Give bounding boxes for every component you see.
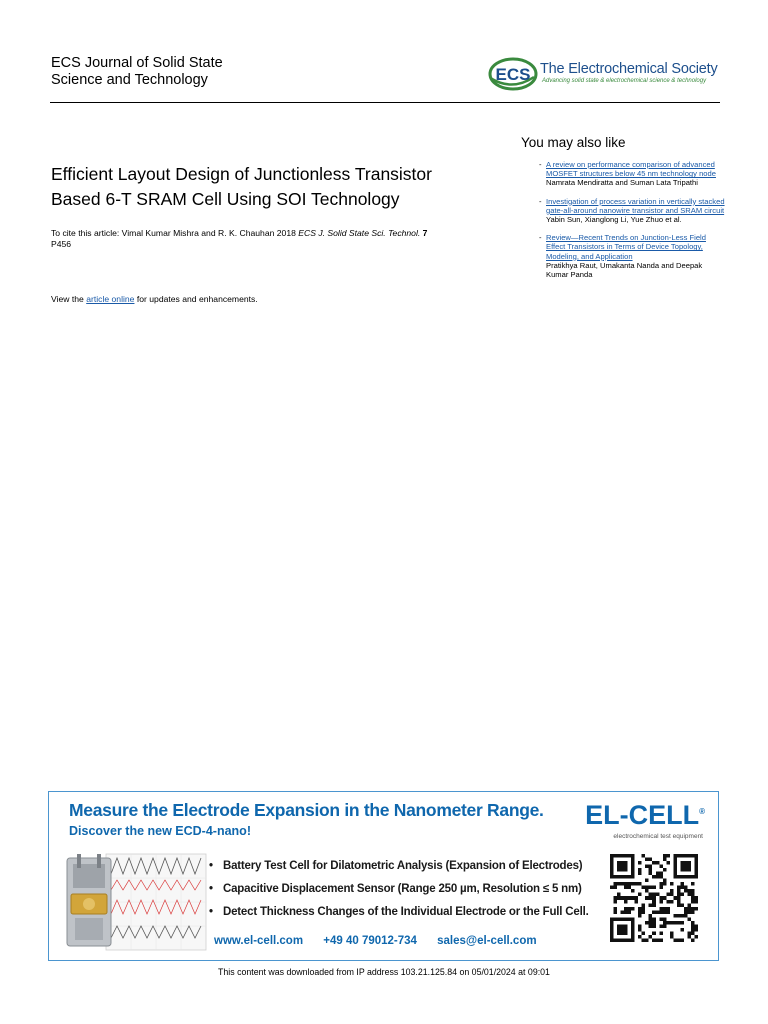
qr-module [638,928,642,932]
qr-module [680,882,684,886]
related-articles-title: You may also like [521,135,626,150]
el-cell-brand-text: EL-CELL [585,800,700,830]
qr-module [687,893,691,897]
qr-module [691,910,695,914]
qr-module [649,886,653,890]
related-item [521,233,726,279]
qr-module [680,886,684,890]
qr-module [663,868,667,872]
qr-module [652,924,656,928]
qr-module [649,865,653,869]
qr-module [659,910,663,914]
qr-module [617,861,628,872]
journal-name-line2: Science and Technology [51,72,208,88]
qr-module [642,907,646,911]
qr-module [694,928,698,932]
qr-module [677,900,681,904]
download-notice: This content was downloaded from IP address 103.21.125.84 on 05/01/2024 at 09:01 [218,967,550,977]
qr-module [691,938,695,942]
qr-module [666,921,670,925]
feature-item [209,906,589,929]
qr-module [652,861,656,865]
qr-module [659,924,663,928]
qr-module [691,896,695,900]
related-item [521,197,726,225]
qr-module [614,900,618,904]
society-name: The Electrochemical Society [540,61,718,77]
qr-module [656,938,660,942]
qr-module [677,914,681,918]
qr-module [652,886,656,890]
qr-module [684,889,688,893]
list-dash: - [539,196,542,206]
el-cell-brand [585,800,705,831]
el-cell-advertisement[interactable] [48,791,719,961]
qr-module [684,910,688,914]
qr-module [691,900,695,904]
qr-module [691,921,695,925]
feature-list [209,860,589,929]
view-suffix: for updates and enhancements. [134,294,258,304]
bullet-icon: • [209,883,213,895]
qr-module [684,907,688,911]
qr-module [687,889,691,893]
qr-module [687,917,691,921]
qr-module [677,921,681,925]
qr-module [677,889,681,893]
qr-module [656,875,660,879]
qr-module [624,886,628,890]
qr-module [694,900,698,904]
qr-module [691,931,695,935]
qr-module [659,875,663,879]
qr-module [666,854,670,858]
qr-module [649,896,653,900]
article-title-line1: Efficient Layout Design of Junctionless Transistor [51,164,432,184]
qr-module [677,893,681,897]
qr-module [638,861,642,865]
qr-module [624,907,628,911]
qr-module [666,861,670,865]
qr-module [680,893,684,897]
ad-headline: Measure the Electrode Expansion in the Nanometer Range. [69,800,544,820]
qr-module [684,914,688,918]
qr-module [680,921,684,925]
related-item-authors: Pratikhya Raut, Umakanta Nanda and Deepak Kumar Panda [546,260,703,280]
qr-module [649,872,653,876]
qr-module [645,889,649,893]
qr-module [631,907,635,911]
qr-module [659,900,663,904]
qr-module [642,854,646,858]
qr-module [684,886,688,890]
el-cell-tagline: electrochemical test equipment [613,833,703,840]
qr-module [645,858,649,862]
qr-module [652,921,656,925]
qr-module [624,900,628,904]
qr-module [694,935,698,939]
qr-module [659,907,663,911]
qr-module [617,893,621,897]
registered-mark: ® [699,807,705,816]
qr-module [680,861,691,872]
related-item-link[interactable]: Investigation of process variation in vertically stacked gate-all-around nanowire transistor and SRAM circuit [546,196,725,215]
qr-module [659,938,663,942]
qr-module [673,914,677,918]
qr-module [659,931,663,935]
qr-module [663,854,667,858]
qr-module [677,903,681,907]
qr-module [687,935,691,939]
qr-module [652,917,656,921]
qr-module [638,872,642,876]
qr-module [631,896,635,900]
qr-module [642,886,646,890]
related-item-authors: Yabin Sun, Xianglong Li, Yue Zhuo et al. [546,215,682,225]
qr-module [649,935,653,939]
qr-module [617,896,621,900]
email-link[interactable]: sales@el-cell.com [437,935,537,947]
qr-module [677,896,681,900]
qr-module [694,907,698,911]
qr-module [614,896,618,900]
feature-item [209,860,589,883]
related-item [521,160,726,188]
article-online-link[interactable]: article online [86,294,135,304]
qr-module [638,907,642,911]
qr-module [649,858,653,862]
qr-module [680,938,684,942]
qr-module [663,910,667,914]
qr-module [656,872,660,876]
qr-module [631,882,635,886]
qr-module [656,893,660,897]
qr-module [687,910,691,914]
qr-module [638,893,642,897]
el-cell-logo [584,800,709,840]
qr-module [659,886,663,890]
qr-module [638,935,642,939]
qr-module [677,886,681,890]
qr-module [673,921,677,925]
qr-module [617,924,628,935]
feature-text: Detect Thickness Changes of the Individual Electrode or the Full Cell. [223,906,589,918]
qr-module [652,900,656,904]
qr-module [659,882,663,886]
qr-module [645,921,649,925]
qr-module [656,910,660,914]
qr-module [645,938,649,942]
qr-module [652,896,656,900]
qr-module [614,910,618,914]
qr-module [645,879,649,883]
qr-module [659,872,663,876]
qr-module [652,903,656,907]
qr-module [642,910,646,914]
qr-module [635,882,639,886]
qr-module [670,931,674,935]
qr-module [670,921,674,925]
qr-module [659,917,663,921]
qr-module [610,886,614,890]
qr-module [638,910,642,914]
citation-pages: P456 [51,239,72,249]
qr-module [652,893,656,897]
related-item-link[interactable]: A review on performance comparison of advanced MOSFET structures below 45 nm technology node [546,160,716,179]
qr-module [645,886,649,890]
qr-module [649,893,653,897]
qr-module [677,938,681,942]
society-tagline: Advancing solid state & electrochemical science & technology [542,78,707,84]
qr-module [659,865,663,869]
ecs-logo-mark [488,57,538,91]
qr-module [659,896,663,900]
qr-module [691,924,695,928]
qr-module [638,868,642,872]
qr-module [642,903,646,907]
bullet-icon: • [209,906,213,918]
qr-module [670,900,674,904]
qr-module [652,938,656,942]
qr-module [617,882,621,886]
qr-module [635,900,639,904]
related-item-link[interactable]: Review—Recent Trends on Junction-Less Field Effect Transistors in Terms of Device Topology, Modeling, and Application [546,233,706,261]
qr-module [663,882,667,886]
qr-module [663,924,667,928]
qr-module [694,896,698,900]
qr-module [628,886,632,890]
view-prefix: View the [51,294,87,304]
qr-module [652,910,656,914]
qr-module [694,924,698,928]
qr-module [680,928,684,932]
ad-subhead: Discover the new ECD-4-nano! [69,824,251,838]
qr-module [614,907,618,911]
qr-module [663,879,667,883]
qr-module [687,931,691,935]
ad-contacts [214,935,554,947]
qr-module [642,938,646,942]
qr-module [691,928,695,932]
qr-module [624,882,628,886]
ecs-logo[interactable] [488,56,728,92]
feature-item [209,883,589,906]
qr-module [691,882,695,886]
list-dash: - [539,233,542,243]
qr-module [666,900,670,904]
qr-module [670,889,674,893]
qr-module [628,910,632,914]
qr-module [645,865,649,869]
qr-module [649,914,653,918]
qr-module [656,861,660,865]
header-divider [50,102,720,103]
qr-module [628,882,632,886]
qr-module [663,917,667,921]
related-item-authors: Namrata Mendiratta and Suman Lata Tripathi [546,178,698,188]
qr-module [663,896,667,900]
qr-module [621,896,625,900]
qr-code-icon[interactable] [608,854,700,942]
ecs-logo-letters: ECS [495,65,531,84]
qr-module [670,893,674,897]
qr-module [673,896,677,900]
qr-module [652,875,656,879]
qr-module [670,935,674,939]
citation-text: To cite this article: Vimal Kumar Mishra and R. K. Chauhan 2018 [51,228,299,238]
qr-module [666,893,670,897]
qr-module [673,938,677,942]
qr-module [645,896,649,900]
citation [51,228,511,250]
citation-volume: 7 [422,228,428,238]
qr-module [631,889,635,893]
journal-name [51,55,311,89]
qr-module [649,924,653,928]
qr-module [628,896,632,900]
qr-module [614,886,618,890]
qr-module [687,907,691,911]
qr-module [649,868,653,872]
bullet-icon: • [209,860,213,872]
qr-module [624,910,628,914]
qr-module [638,914,642,918]
qr-module [666,910,670,914]
feature-text: Battery Test Cell for Dilatometric Analysis (Expansion of Electrodes) [223,860,583,872]
qr-module [680,903,684,907]
qr-module [649,903,653,907]
qr-module [621,910,625,914]
journal-name-line1: ECS Journal of Solid State [51,55,223,71]
qr-module [663,858,667,862]
related-articles [521,135,726,288]
article-title [51,162,521,212]
qr-module [670,882,674,886]
qr-module [663,907,667,911]
qr-module [687,903,691,907]
qr-module [666,907,670,911]
view-online [51,294,258,304]
citation-journal: ECS J. Solid State Sci. Technol. [298,228,421,238]
qr-module [649,917,653,921]
list-dash: - [539,160,542,169]
article-title-line2: Based 6-T SRAM Cell Using SOI Technology [51,189,400,209]
qr-module [691,893,695,897]
qr-module [628,907,632,911]
qr-module [621,882,625,886]
dilatometer-device-illustration [61,852,211,952]
qr-module [691,907,695,911]
qr-module [663,921,667,925]
qr-module [680,914,684,918]
qr-module [642,931,646,935]
qr-module [649,921,653,925]
qr-module [638,924,642,928]
qr-module [614,882,618,886]
phone-number[interactable]: +49 40 79012-734 [323,935,417,947]
qr-module [624,896,628,900]
qr-module [691,889,695,893]
qr-module [635,896,639,900]
qr-module [638,882,642,886]
website-link[interactable]: www.el-cell.com [214,935,304,947]
feature-text: Capacitive Displacement Sensor (Range 250 µm, Resolution ≤ 5 nm) [223,883,582,895]
qr-module [652,931,656,935]
